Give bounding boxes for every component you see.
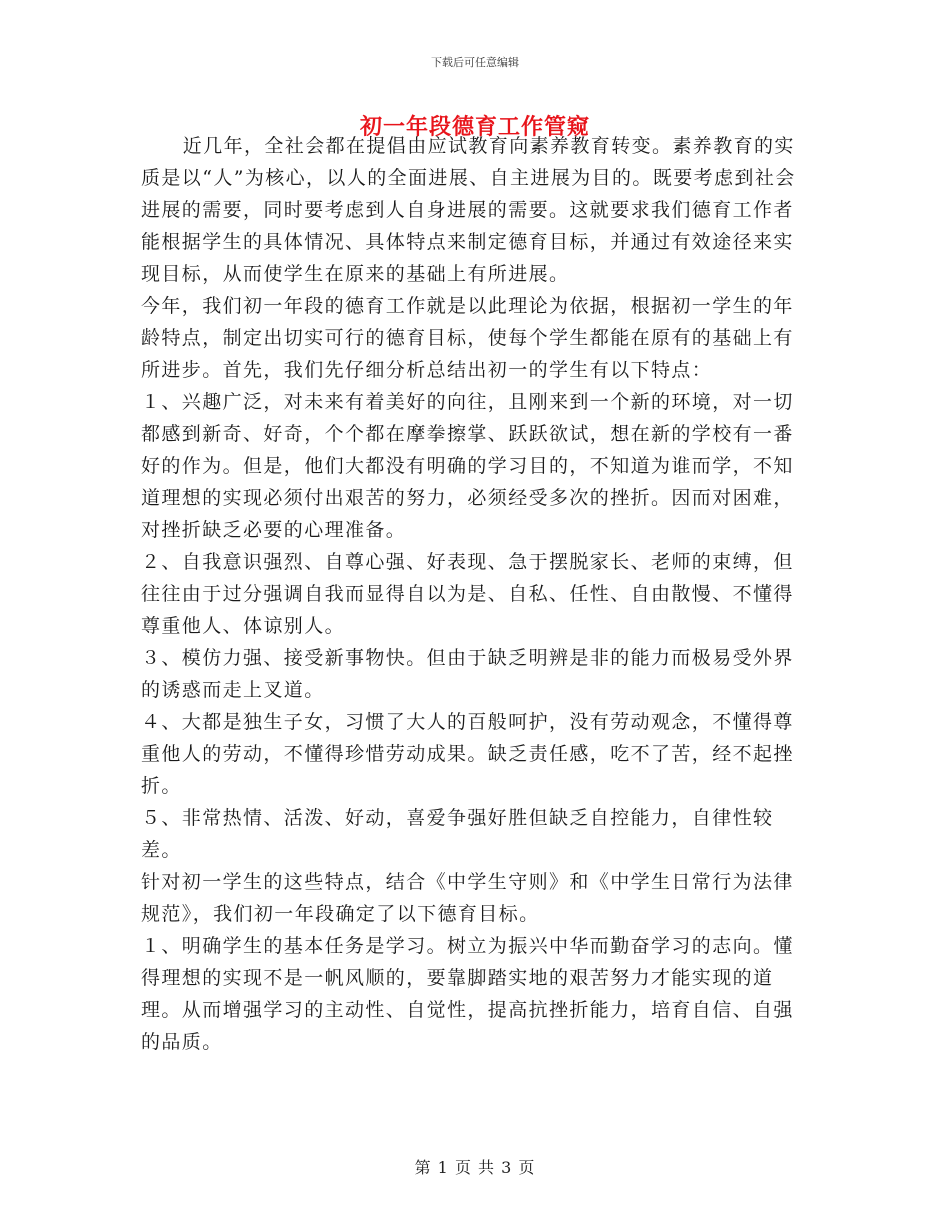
page-number-footer: 第 1 页 共 3 页	[414, 1158, 536, 1177]
paragraph-trait-3: ３、模仿力强、接受新事物快。但由于缺乏明辨是非的能力而极易受外界的诱惑而走上叉道。	[141, 647, 794, 701]
paragraph-goal-1: １、明确学生的基本任务是学习。树立为振兴中华而勤奋学习的志向。懂得理想的实现不是一帆风顺的，要靠脚踏实地的艰苦努力才能实现的道理。从而增强学习的主动性、自觉性，提高抗挫折能力，培育自信、自强的品质。	[141, 935, 794, 1053]
paragraph-intro: 近几年，全社会都在提倡由应试教育向素养教育转变。素养教育的实质是以“人”为核心，以人的全面进展、自主进展为目的。既要考虑到社会进展的需要，同时要考虑到人自身进展的需要。这就要求我们德育工作者能根据学生的具体情况、具体特点来制定德育目标，并通过有效途径来实现目标，从而使学生在原来的基础上有所进展。	[141, 135, 796, 285]
document-body	[141, 130, 801, 1058]
paragraph-trait-1: １、兴趣广泛，对未来有着美好的向往，且刚来到一个新的环境，对一切都感到新奇、好奇，个个都在摩拳擦掌、跃跃欲试，想在新的学校有一番好的作为。但是，他们大都没有明确的学习目的，不知道为谁而学，不知道理想的实现必须付出艰苦的努力，必须经受多次的挫折。因而对困难，对挫折缺乏必要的心理准备。	[141, 391, 794, 541]
document-title: 初一年段德育工作管窥	[359, 114, 590, 140]
paragraph-trait-5: ５、非常热情、活泼、好动，喜爱争强好胜但缺乏自控能力，自律性较差。	[141, 807, 774, 861]
paragraph-goals-intro: 针对初一学生的这些特点，结合《中学生守则》和《中学生日常行为法律规范》，我们初一年段确定了以下德育目标。	[141, 871, 794, 925]
header-note: 下载后可任意编辑	[431, 56, 519, 69]
paragraph-trait-2: ２、自我意识强烈、自尊心强、好表现、急于摆脱家长、老师的束缚，但往往由于过分强调自我而显得自以为是、自私、任性、自由散慢、不懂得尊重他人、体谅别人。	[141, 551, 794, 637]
paragraph-this-year: 今年，我们初一年段的德育工作就是以此理论为依据，根据初一学生的年龄特点，制定出切实可行的德育目标，使每个学生都能在原有的基础上有所进步。首先，我们先仔细分析总结出初一的学生有以下特点：	[141, 295, 794, 381]
paragraph-trait-4: ４、大都是独生子女，习惯了大人的百般呵护，没有劳动观念，不懂得尊重他人的劳动，不懂得珍惜劳动成果。缺乏责任感，吃不了苦，经不起挫折。	[141, 711, 794, 797]
